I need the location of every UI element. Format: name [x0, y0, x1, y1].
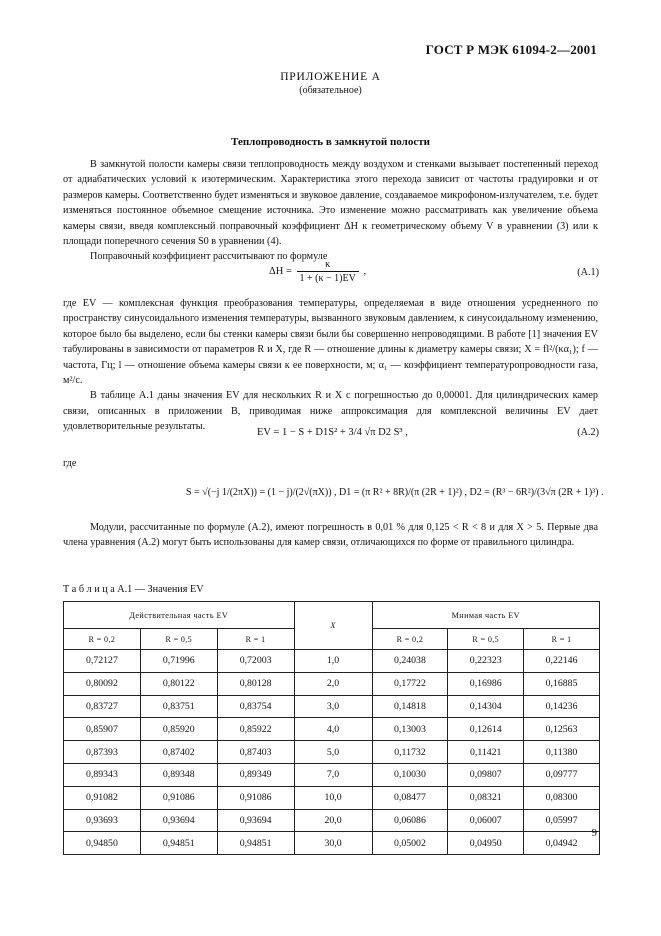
table-cell: 0,11732 — [372, 741, 448, 764]
equation-definitions: S = √(−j 1/(2πX)) = (1 − j)/(2√(πX)) , D1 = (π R² + 8R)/(π (2R + 1)²) , D2 = (R³ − 6R²)/(3√π (2R + 1)³) . — [186, 487, 604, 498]
table-cell: 0,14304 — [448, 695, 524, 718]
table-row — [64, 763, 600, 786]
table-cell: 0,14818 — [372, 695, 448, 718]
section-title: Теплопроводность в замкнутой полости — [231, 136, 430, 148]
table-cell: 0,85922 — [217, 718, 294, 741]
table-cell: 0,83751 — [140, 695, 217, 718]
subheader-imag-r05: R = 0,5 — [448, 629, 524, 650]
table-cell: 0,05997 — [524, 809, 600, 832]
appendix-subtitle: (обязательное) — [299, 85, 362, 96]
table-cell: 0,89348 — [140, 763, 217, 786]
table-cell: 0,94850 — [64, 832, 141, 855]
table-cell: 0,04942 — [524, 832, 600, 855]
equation-a1-lhs: ΔH = — [269, 265, 292, 277]
table-cell: 5,0 — [294, 741, 372, 764]
subheader-real-r02: R = 0,2 — [64, 629, 141, 650]
page-number: 9 — [591, 827, 597, 839]
equation-a2-label: (А.2) — [577, 427, 599, 438]
table-cell: 20,0 — [294, 809, 372, 832]
table-cell: 0,87403 — [217, 741, 294, 764]
table-cell: 0,10030 — [372, 763, 448, 786]
table-cell: 0,06007 — [448, 809, 524, 832]
table-cell: 0,72127 — [64, 650, 141, 673]
table-cell: 0,91086 — [140, 786, 217, 809]
table-cell: 0,89343 — [64, 763, 141, 786]
table-cell: 0,85920 — [140, 718, 217, 741]
table-cell: 0,87402 — [140, 741, 217, 764]
paragraph-3: где EV — комплексная функция преобразования температуры, определяемая в виде отношения усредненного по пространству синусоидального изменения температуры, вызванного звуковым давлением, к синусоидальному изменению, которое было бы выделено, если бы стенки камеры связи были бы совершенно непроводящими. В работе [1] значения EV табулированы в зависимости от параметров R и X, где R — отношение длины к диаметру камеры связи; X = fl²/(κα₁); f — частота, Гц; l — отношение объема камеры связи к ее поверхности, м; α₁ — коэффициент температуропроводности газа, м²/с. — [63, 298, 598, 387]
table-cell: 0,24038 — [372, 650, 448, 673]
table-cell: 30,0 — [294, 832, 372, 855]
table-cell: 2,0 — [294, 672, 372, 695]
equation-a1-denominator: 1 + (κ − 1)EV — [299, 273, 356, 284]
equation-a2: EV = 1 − S + D1S² + 3/4 √π D2 S³ , — [257, 427, 408, 438]
equation-a1-label: (А.1) — [577, 267, 599, 278]
table-cell: 0,94851 — [140, 832, 217, 855]
table-cell: 0,14236 — [524, 695, 600, 718]
table-row — [64, 786, 600, 809]
table-cell: 0,13003 — [372, 718, 448, 741]
header-x — [294, 602, 372, 650]
table-cell: 0,89349 — [217, 763, 294, 786]
appendix-title: ПРИЛОЖЕНИЕ А — [280, 71, 381, 83]
table-cell: 0,22323 — [448, 650, 524, 673]
table-cell: 0,72003 — [217, 650, 294, 673]
table-cell: 0,12563 — [524, 718, 600, 741]
table-cell: 0,17722 — [372, 672, 448, 695]
table-cell: 0,09777 — [524, 763, 600, 786]
table-cell: 0,87393 — [64, 741, 141, 764]
table-row — [64, 672, 600, 695]
table-cell: 0,22146 — [524, 650, 600, 673]
table-body — [64, 650, 600, 855]
table-cell: 0,16986 — [448, 672, 524, 695]
table-cell: 0,93694 — [217, 809, 294, 832]
table-cell: 3,0 — [294, 695, 372, 718]
paragraph-1: В замкнутой полости камеры связи теплопроводность между воздухом и стенками вызывает постепенный переход от адиабатических условий к изотермическим. Характеристика этого перехода зависит от частоты градуировки и от размеров камеры. Соответственно будет изменяться и звуковое давление, создаваемое микрофоном-излучателем, т.е. будет изменяться постоянное объемное смещение источника. Это изменение можно рассматривать как увеличение объема камеры связи, введя комплексный поправочный коэффициент ΔH к геометрическому объему V в уравнении (3) или к площади поперечного сечения S0 в уравнении (4). — [63, 159, 598, 248]
values-table — [63, 601, 600, 855]
paragraph-4: В таблице А.1 даны значения EV для нескольких R и X с погрешностью до 0,00001. Для цилиндрических камер связи, описанных в приложении В, приводимая ниже аппроксимация для комплексной величины EV дает удовлетворительные результаты. — [63, 390, 598, 433]
table-cell: 7,0 — [294, 763, 372, 786]
table-cell: 0,83754 — [217, 695, 294, 718]
table-cell: 0,93693 — [64, 809, 141, 832]
table-row — [64, 695, 600, 718]
paragraph-intro — [63, 157, 598, 265]
table-row — [64, 809, 600, 832]
equation-a1-fraction — [297, 259, 359, 284]
table-cell: 0,05002 — [372, 832, 448, 855]
table-caption: Т а б л и ц а А.1 — Значения EV — [63, 584, 204, 595]
table-cell: 0,16885 — [524, 672, 600, 695]
table-row — [64, 650, 600, 673]
table-cell: 0,80092 — [64, 672, 141, 695]
paragraph-5: Модули, рассчитанные по формуле (А.2), имеют погрешность в 0,01 % для 0,125 < R < 8 и для X > 5. Первые два члена уравнения (А.2) могут быть использованы для камер связи, отличающихся по форме от правильного цилиндра. — [63, 522, 598, 549]
paragraph-block-2 — [63, 296, 598, 435]
table-cell: 0,11380 — [524, 741, 600, 764]
table-cell: 4,0 — [294, 718, 372, 741]
table-cell: 0,85907 — [64, 718, 141, 741]
paragraph-2: Поправочный коэффициент рассчитывают по формуле — [90, 251, 328, 263]
subheader-real-r05: R = 0,5 — [140, 629, 217, 650]
table-cell: 0,80128 — [217, 672, 294, 695]
table-row — [64, 718, 600, 741]
table-cell: 0,11421 — [448, 741, 524, 764]
table-cell: 0,09807 — [448, 763, 524, 786]
table-cell: 0,04950 — [448, 832, 524, 855]
where-label: где — [63, 458, 77, 469]
table-cell: 10,0 — [294, 786, 372, 809]
table-cell: 0,12614 — [448, 718, 524, 741]
header-imag-part: Мнимая часть EV — [372, 602, 599, 629]
table-cell: 0,93694 — [140, 809, 217, 832]
table-cell: 0,06086 — [372, 809, 448, 832]
table-cell: 0,91082 — [64, 786, 141, 809]
table-cell: 0,71996 — [140, 650, 217, 673]
equation-a1 — [269, 259, 366, 284]
paragraph-block-3 — [63, 520, 598, 551]
subheader-real-r1: R = 1 — [217, 629, 294, 650]
table-cell: 0,80122 — [140, 672, 217, 695]
subheader-imag-r1: R = 1 — [524, 629, 600, 650]
table-row — [64, 741, 600, 764]
table-cell: 0,08477 — [372, 786, 448, 809]
table-row — [64, 832, 600, 855]
table-cell: 0,83727 — [64, 695, 141, 718]
equation-a1-numerator: κ — [297, 259, 359, 272]
table-cell: 0,08300 — [524, 786, 600, 809]
standard-number: ГОСТ Р МЭК 61094-2—2001 — [425, 42, 597, 57]
table-cell: 0,08321 — [448, 786, 524, 809]
equation-a1-tail: , — [363, 265, 367, 277]
header-real-part: Действительная часть EV — [64, 602, 295, 629]
table-cell: 1,0 — [294, 650, 372, 673]
subheader-imag-r02: R = 0,2 — [372, 629, 448, 650]
header-x-text: X — [330, 621, 336, 630]
table-cell: 0,91086 — [217, 786, 294, 809]
table-cell: 0,94851 — [217, 832, 294, 855]
